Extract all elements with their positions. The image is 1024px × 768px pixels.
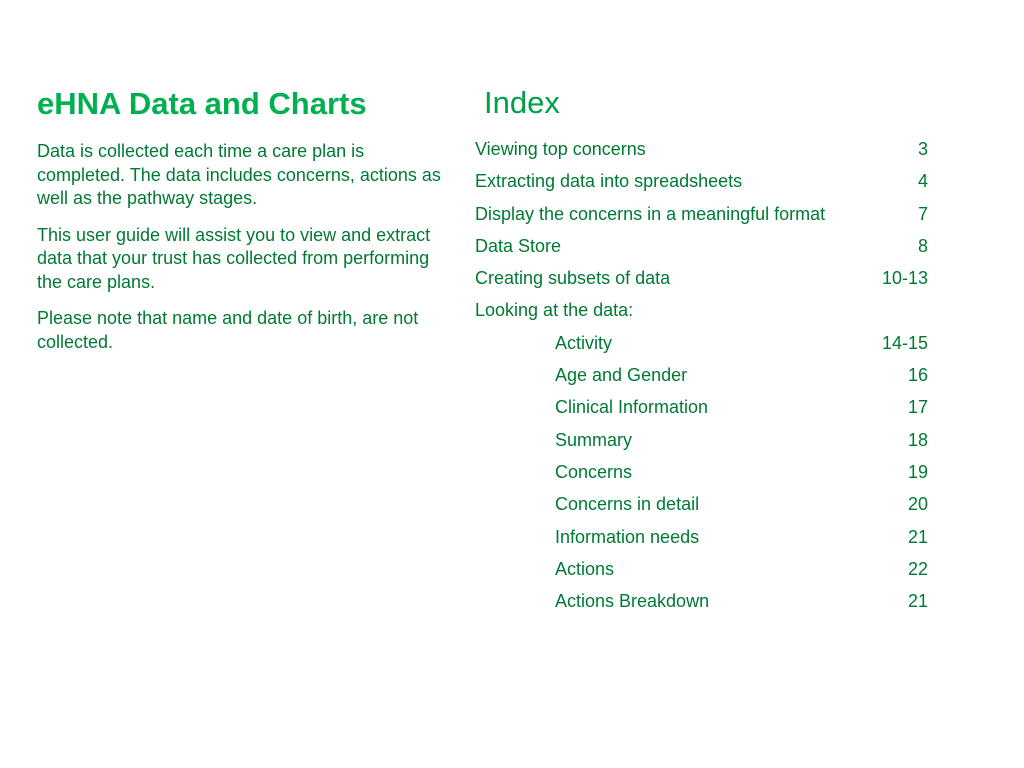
index-entry-page: 8 — [917, 235, 928, 256]
index-subentry — [475, 397, 930, 429]
intro-paragraph: Data is collected each time a care plan is completed. The data includes concerns, actions as well as the pathway stages. — [37, 141, 441, 208]
index-entry-page: 19 — [907, 461, 928, 482]
index-entry-page: 21 — [907, 591, 928, 612]
index-entry-label: Age and Gender — [555, 365, 688, 386]
intro-text — [37, 140, 442, 354]
index-entry-label: Concerns in detail — [555, 494, 700, 515]
index-entry-label: Clinical Information — [555, 397, 709, 418]
index-entry-label: Information needs — [555, 526, 700, 547]
index-entry-page: 14-15 — [881, 332, 928, 353]
index-entry-page: 4 — [917, 171, 928, 192]
index-subentry — [475, 365, 930, 397]
index-subentry — [475, 494, 930, 526]
index-entry-label: Activity — [555, 332, 613, 353]
index-entry-label: Summary — [555, 429, 633, 450]
index-entry-label: Actions Breakdown — [555, 591, 710, 612]
index-entry — [475, 204, 930, 236]
index-subentry — [475, 591, 930, 623]
index-entry — [475, 236, 930, 268]
index-subentry — [475, 559, 930, 591]
index-entry — [475, 139, 930, 171]
index-title: Index — [484, 85, 560, 120]
intro-column — [37, 86, 442, 367]
index-entry-label: Actions — [555, 558, 615, 579]
index-entry-label: Looking at the data: — [475, 300, 634, 321]
index-entry-label: Data Store — [475, 235, 562, 256]
index-entry — [475, 171, 930, 203]
index-entry-label: Creating subsets of data — [475, 268, 671, 289]
intro-paragraph: This user guide will assist you to view and extract data that your trust has collected from performing the care plans. — [37, 224, 431, 292]
index-subentry — [475, 527, 930, 559]
index-subentry — [475, 333, 930, 365]
index-list — [475, 139, 930, 623]
index-section-heading — [475, 300, 930, 332]
index-entry-page: 22 — [907, 558, 928, 579]
index-entry-page: 10-13 — [881, 268, 928, 289]
index-subentry — [475, 462, 930, 494]
index-column — [475, 84, 930, 623]
index-entry-page: 16 — [907, 365, 928, 386]
index-entry-page: 3 — [917, 139, 928, 159]
index-entry-page: 18 — [907, 429, 928, 450]
index-entry — [475, 268, 930, 300]
index-subentry — [475, 430, 930, 462]
index-entry-page: 20 — [907, 494, 928, 515]
index-entry-page: 17 — [907, 397, 928, 418]
index-entry-label: Display the concerns in a meaningful format — [475, 203, 826, 224]
intro-paragraph: Please note that name and date of birth, are not collected. — [37, 308, 419, 352]
index-entry-label: Extracting data into spreadsheets — [475, 171, 743, 192]
index-entry-page: 7 — [917, 203, 928, 224]
index-entry-label: Viewing top concerns — [475, 139, 646, 159]
index-entry-label: Concerns — [555, 461, 633, 482]
index-entry-page: 21 — [907, 526, 928, 547]
page-title: eHNA Data and Charts — [37, 86, 367, 121]
